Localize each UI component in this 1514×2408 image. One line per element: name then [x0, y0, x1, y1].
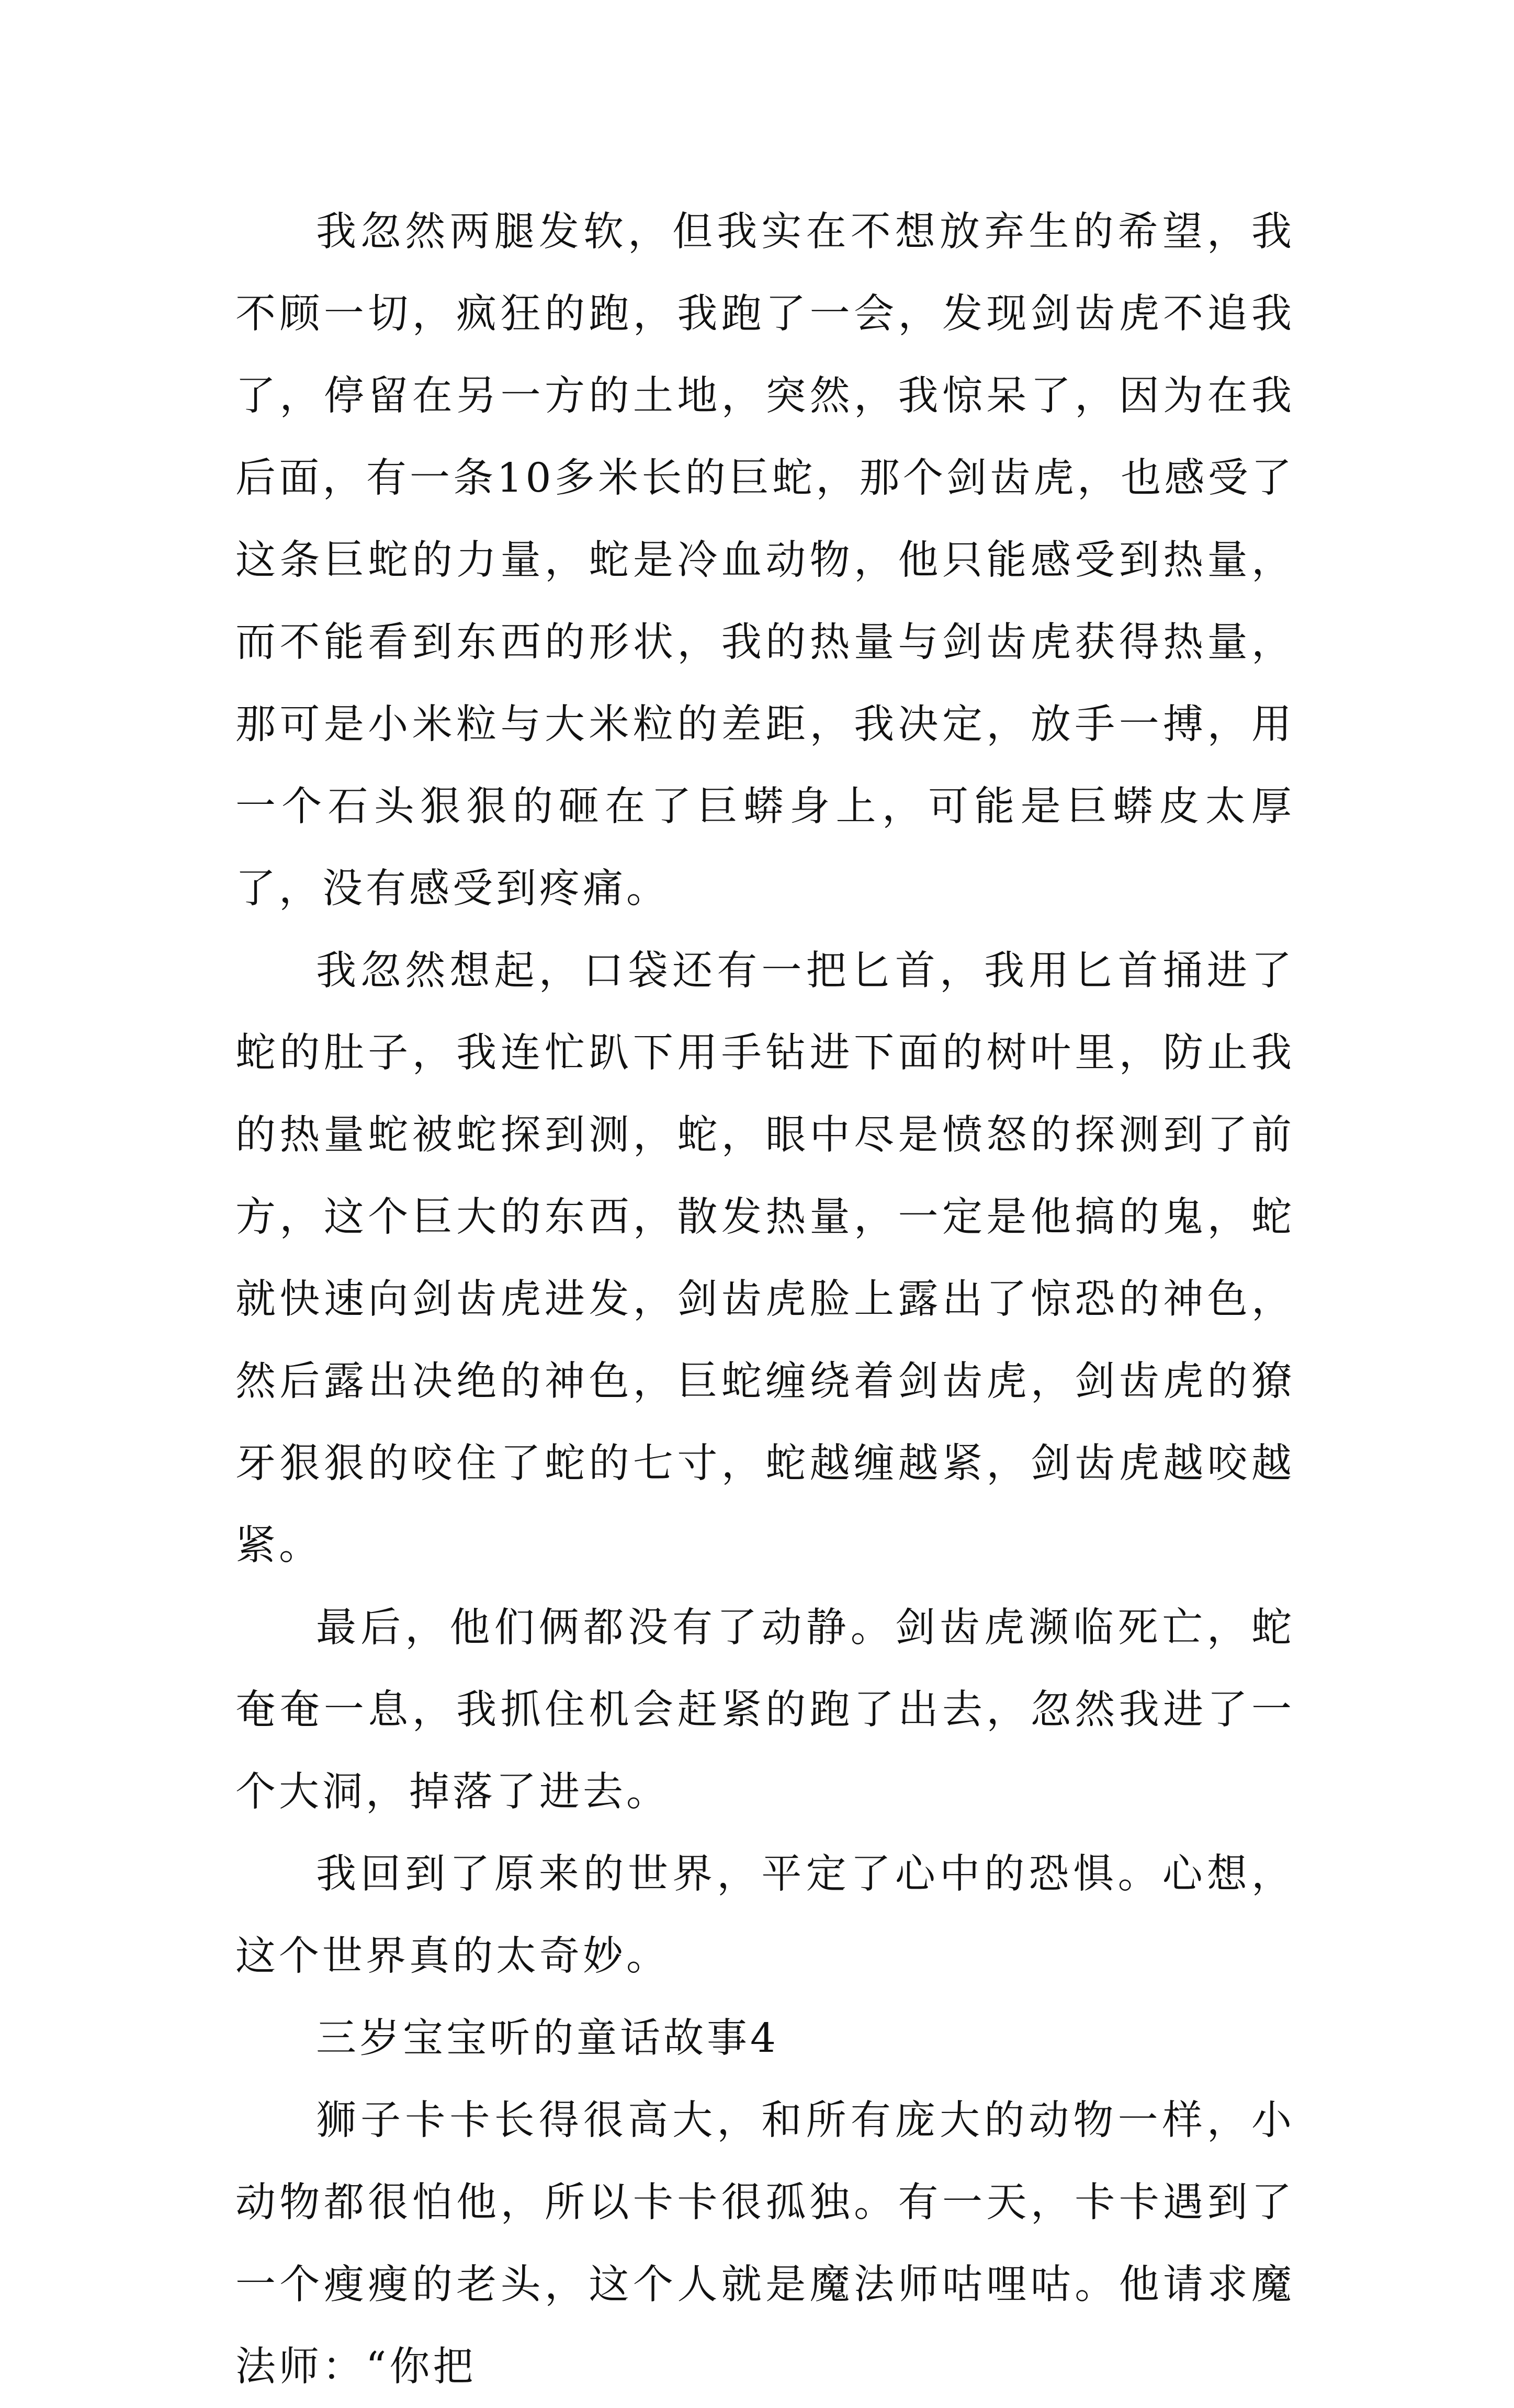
section-heading: 三岁宝宝听的童话故事4: [316, 2015, 779, 2062]
document-body: [235, 191, 1295, 2408]
paragraph-lion-kaka: 狮子卡卡长得很高大，和所有庞大的动物一样，小动物都很怕他，所以卡卡很孤独。有一天，卡卡遇到了一个瘦瘦的老头，这个人就是魔法师咕哩咕。他请求魔法师：“你把: [235, 2097, 1295, 2390]
paragraph-giant-snake: 我忽然两腿发软，但我实在不想放弃生的希望，我不顾一切，疯狂的跑，我跑了一会，发现剑齿虎不追我了，停留在另一方的土地，突然，我惊呆了，因为在我后面，有一条10多米长的巨蛇，那个剑齿虎，也感受了这条巨蛇的力量，蛇是冷血动物，他只能感受到热量，而不能看到东西的形状，我的热量与剑齿虎获得热量，那可是小米粒与大米粒的差距，我决定，放手一搏，用一个石头狠狠的砸在了巨蟒身上，可能是巨蟒皮太厚了，没有感受到疼痛。: [235, 209, 1295, 912]
paragraph-escape: 最后，他们俩都没有了动静。剑齿虎濒临死亡，蛇奄奄一息，我抓住机会赶紧的跑了出去，忽然我进了一个大洞，掉落了进去。: [235, 1605, 1295, 1815]
paragraph-return-home: 我回到了原来的世界，平定了心中的恐惧。心想，这个世界真的太奇妙。: [235, 1851, 1295, 1980]
paragraph-dagger: 我忽然想起，口袋还有一把匕首，我用匕首捅进了蛇的肚子，我连忙趴下用手钻进下面的树叶里，防止我的热量蛇被蛇探到测，蛇，眼中尽是愤怒的探测到了前方，这个巨大的东西，散发热量，一定是他搞的鬼，蛇就快速向剑齿虎进发，剑齿虎脸上露出了惊恐的神色，然后露出决绝的神色，巨蛇缠绕着剑齿虎，剑齿虎的獠牙狠狠的咬住了蛇的七寸，蛇越缠越紧，剑齿虎越咬越紧。: [235, 948, 1295, 1569]
